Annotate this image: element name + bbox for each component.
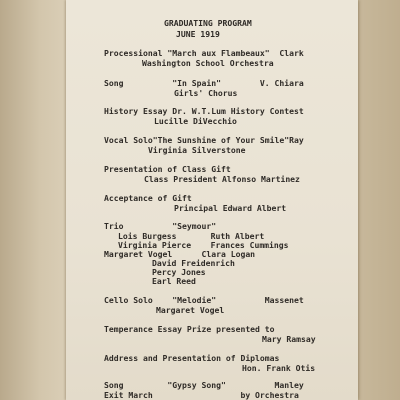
trio-performer: David Freidenrich (152, 258, 235, 268)
entry-vocal-solo: Vocal Solo"The Sunshine of Your Smile"Ray (104, 135, 304, 145)
entry-song: Song "In Spain" V. Chiara (104, 78, 304, 88)
entry-processional-performer: Washington School Orchestra (142, 58, 274, 68)
entry-song-performer: Girls' Chorus (174, 88, 238, 98)
program-title: GRADUATING PROGRAM (164, 18, 252, 28)
entry-cello-solo-performer: Margaret Vogel (156, 305, 225, 315)
entry-class-gift-presenter: Class President Alfonso Martinez (144, 174, 300, 184)
entry-acceptance-recipient: Principal Edward Albert (174, 203, 287, 213)
entry-diplomas-presenter: Hon. Frank Otis (242, 363, 316, 373)
entry-temperance-essay: Temperance Essay Prize presented to (104, 324, 275, 334)
entry-closing-song: Song "Gypsy Song" Manley (104, 380, 304, 390)
program-sheet (66, 0, 358, 400)
trio-performer: Earl Reed (152, 276, 196, 286)
trio-performers-row: Lois Burgess Ruth Albert (118, 231, 265, 241)
entry-exit-march: Exit March by Orchestra (104, 390, 299, 400)
program-date: JUNE 1919 (176, 29, 220, 39)
entry-trio: Trio "Seymour" (104, 221, 217, 231)
entry-acceptance: Acceptance of Gift (104, 193, 192, 203)
entry-cello-solo: Cello Solo "Melodie" Massenet (104, 295, 304, 305)
trio-performer: Percy Jones (152, 267, 206, 277)
entry-history-essay: History Essay Dr. W.T.Lum History Contest (104, 106, 304, 116)
trio-performers-row: Margaret Vogel Clara Logan (104, 249, 256, 259)
entry-temperance-essay-recipient: Mary Ramsay (262, 334, 316, 344)
entry-class-gift: Presentation of Class Gift (104, 164, 231, 174)
entry-history-essay-performer: Lucille DiVecchio (154, 116, 237, 126)
entry-vocal-solo-performer: Virginia Silverstone (148, 145, 246, 155)
entry-processional: Processional "March aux Flambeaux" Clark (104, 48, 304, 58)
trio-performers-row: Virginia Pierce Frances Cummings (118, 240, 289, 250)
entry-diplomas: Address and Presentation of Diplomas (104, 353, 280, 363)
